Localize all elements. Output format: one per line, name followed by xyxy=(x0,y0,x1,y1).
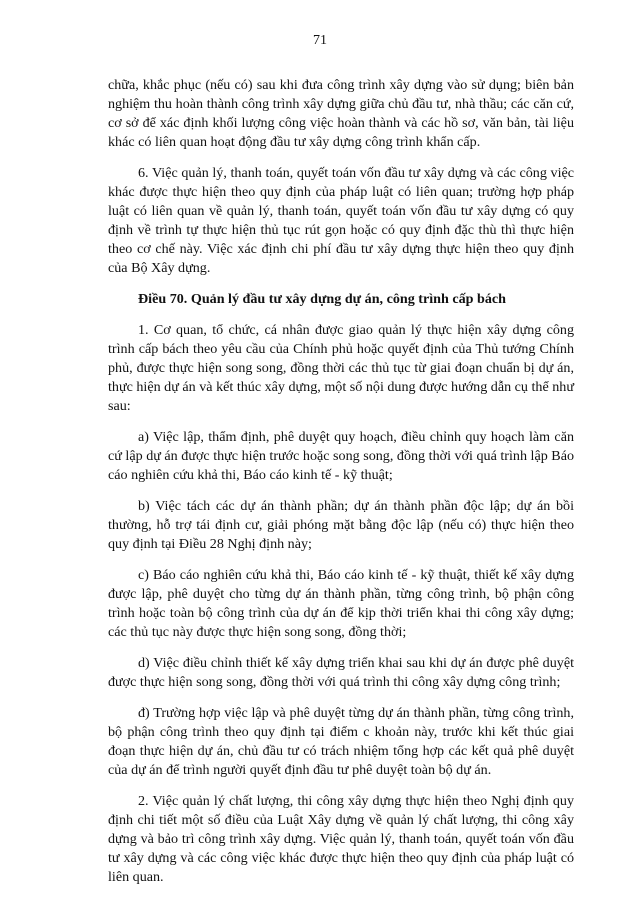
page-number: 71 xyxy=(313,33,327,48)
paragraph: b) Việc tách các dự án thành phần; dự án thành phần độc lập; dự án bồi thường, hỗ trợ tái định cư, giải phóng mặt bằng độc lập (nếu có) thực hiện theo quy định tại Điều 28 Nghị định này; xyxy=(108,498,574,552)
paragraph: d) Việc điều chỉnh thiết kế xây dựng triển khai sau khi dự án được phê duyệt được thực hiện song song, đồng thời với quá trình thi công xây dựng công trình; xyxy=(108,655,574,690)
paragraph: c) Báo cáo nghiên cứu khả thi, Báo cáo kinh tế - kỹ thuật, thiết kế xây dựng được lập, phê duyệt cho từng dự án thành phần, từng công trình, bộ phận công trình hoặc toàn bộ công trình của dự án để kịp thời triển khai thi công xây dựng; các thủ tục này được thực hiện song song, đồng thời; xyxy=(108,567,574,640)
paragraph: 6. Việc quản lý, thanh toán, quyết toán vốn đầu tư xây dựng và các công việc khác được thực hiện theo quy định của pháp luật có liên quan; trường hợp pháp luật có liên quan về quản lý, thanh toán, quyết toán vốn đầu tư xây dựng có quy định về trình tự thực hiện thủ tục rút gọn hoặc có quy định đặc thù thì thực hiện theo cơ chế này. Việc xác định chi phí đầu tư xây dựng thực hiện theo quy định của Bộ Xây dựng. xyxy=(108,165,574,276)
document-body xyxy=(108,76,574,899)
paragraph: 2. Việc quản lý chất lượng, thi công xây dựng thực hiện theo Nghị định quy định chi tiết một số điều của Luật Xây dựng về quản lý chất lượng, thi công xây dựng và bảo trì công trình xây dựng. Việc quản lý, thanh toán, quyết toán vốn đầu tư xây dựng và các công việc khác được thực hiện theo quy định của pháp luật có liên quan. xyxy=(108,793,574,885)
paragraph: đ) Trường hợp việc lập và phê duyệt từng dự án thành phần, từng công trình, bộ phận công trình theo quy định tại điểm c khoản này, trước khi kết thúc giai đoạn thực hiện dự án, chủ đầu tư có trách nhiệm tổng hợp các kết quả phê duyệt của dự án để trình người quyết định đầu tư phê duyệt toàn bộ dự án. xyxy=(108,705,574,778)
paragraph: a) Việc lập, thẩm định, phê duyệt quy hoạch, điều chỉnh quy hoạch làm căn cứ lập dự án được thực hiện trước hoặc song song, đồng thời với quá trình lập Báo cáo nghiên cứu khả thi, Báo cáo kinh tế - kỹ thuật; xyxy=(108,429,574,483)
article-heading: Điều 70. Quản lý đầu tư xây dựng dự án, công trình cấp bách xyxy=(138,291,507,307)
paragraph: 1. Cơ quan, tổ chức, cá nhân được giao quản lý thực hiện xây dựng công trình cấp bách theo yêu cầu của Chính phủ hoặc quyết định của Thủ tướng Chính phủ, được thực hiện song song, đồng thời các thủ tục từ giai đoạn chuẩn bị dự án, thực hiện dự án và kết thúc xây dựng, một số nội dung được hướng dẫn cụ thể như sau: xyxy=(108,322,574,414)
paragraph: chữa, khắc phục (nếu có) sau khi đưa công trình xây dựng vào sử dụng; biên bản nghiệm thu hoàn thành công trình xây dựng giữa chủ đầu tư, nhà thầu; các căn cứ, cơ sở để xác định khối lượng công việc hoàn thành và các hồ sơ, văn bản, tài liệu khác có liên quan hoạt động đầu tư xây dựng công trình khẩn cấp. xyxy=(108,77,574,150)
